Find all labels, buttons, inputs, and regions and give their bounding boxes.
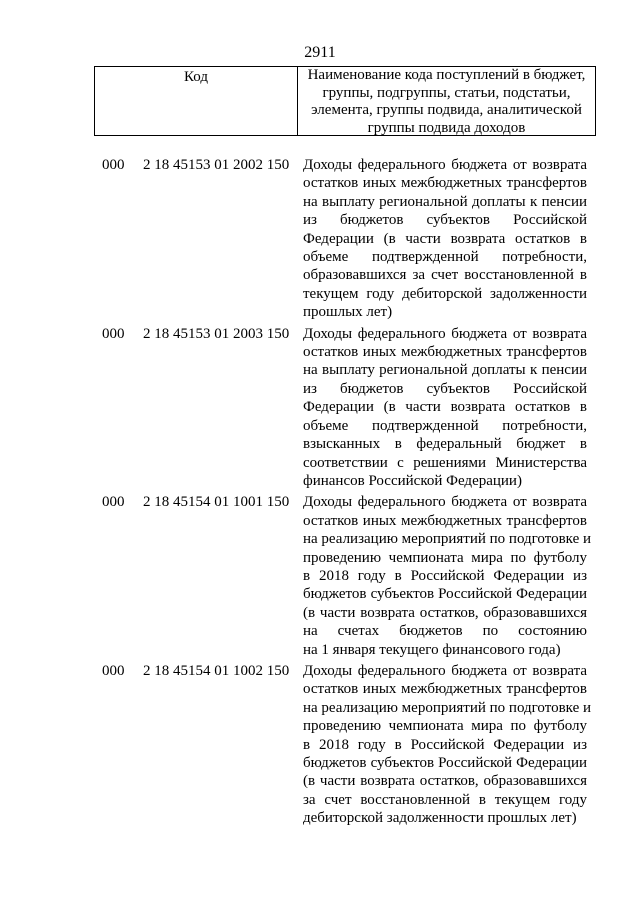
description-line: на реализацию мероприятий по подготовке и (303, 699, 592, 716)
description-line: проведению чемпионата мира по футболу (303, 718, 587, 735)
description-line: остатков иных межбюджетных трансфертов (303, 512, 587, 529)
table-header (94, 66, 596, 136)
revenue-description (303, 493, 592, 659)
description-line: Доходы федерального бюджета от возврата (303, 662, 587, 679)
table-row (0, 493, 640, 659)
admin-code: 000 (102, 494, 125, 511)
header-name-line: элемента, группы подвида, аналитической (311, 102, 582, 118)
revenue-description (303, 662, 592, 828)
table-row (0, 662, 640, 828)
description-line: на реализацию мероприятий по подготовке и (303, 531, 592, 548)
description-line: остатков иных межбюджетных трансфертов (303, 175, 587, 192)
header-name-line: группы подвида доходов (367, 119, 526, 136)
description-line: дебиторской задолженности прошлых лет) (303, 810, 577, 827)
revenue-code: 2 18 45154 01 1001 150 (143, 494, 290, 511)
revenue-description (303, 325, 587, 491)
description-line: соответствии с решениями Министерства (303, 454, 587, 471)
admin-code: 000 (102, 325, 125, 342)
admin-code: 000 (102, 662, 125, 679)
description-line: образовавшихся за счет восстановленной в (303, 267, 587, 284)
description-line: проведению чемпионата мира по футболу (303, 549, 587, 566)
description-line: на выплату региональной доплаты к пенсии (303, 193, 587, 210)
description-line: Доходы федерального бюджета от возврата (303, 325, 587, 342)
description-line: в 2018 году в Российской Федерации из (303, 736, 587, 753)
description-line: взысканных в федеральный бюджет в (303, 436, 587, 453)
table-row (0, 325, 640, 491)
header-name-line: Наименование кода поступлений в бюджет, (307, 67, 586, 83)
description-line: за счет восстановленной в текущем году (303, 791, 587, 808)
description-line: (в части возврата остатков, образовавшихся (303, 604, 587, 621)
revenue-code: 2 18 45154 01 1002 150 (143, 662, 290, 679)
description-line: бюджетов субъектов Российской Федерации (303, 755, 587, 771)
description-line: текущем году дебиторской задолженности (303, 285, 587, 302)
table-row (0, 156, 640, 322)
description-line: объеме подтвержденной потребности, (303, 417, 587, 434)
admin-code: 000 (102, 157, 125, 173)
description-line: из бюджетов субъектов Российской (303, 380, 587, 397)
description-line: в 2018 году в Российской Федерации из (303, 567, 587, 584)
description-line: объеме подтвержденной потребности, (303, 249, 587, 266)
description-line: из бюджетов субъектов Российской (303, 212, 587, 229)
page-number: 2911 (304, 44, 336, 61)
description-line: (в части возврата остатков, образовавшихся (303, 773, 587, 790)
header-code-column: Код (95, 67, 298, 135)
description-line: Федерации (в части возврата остатков в (303, 230, 587, 247)
revenue-description (303, 156, 587, 322)
description-line: финансов Российской Федерации) (303, 472, 522, 489)
description-line: остатков иных межбюджетных трансфертов (303, 344, 587, 361)
description-line: остатков иных межбюджетных трансфертов (303, 681, 587, 698)
description-line: Доходы федерального бюджета от возврата (303, 157, 587, 173)
description-line: на счетах бюджетов по состоянию (303, 623, 587, 640)
revenue-code: 2 18 45153 01 2002 150 (143, 157, 290, 173)
revenue-code-list (0, 156, 640, 831)
description-line: Федерации (в части возврата остатков в (303, 399, 587, 416)
description-line: бюджетов субъектов Российской Федерации (303, 586, 587, 603)
description-line: на 1 января текущего финансового года) (303, 641, 561, 658)
description-line: Доходы федерального бюджета от возврата (303, 494, 587, 511)
description-line: на выплату региональной доплаты к пенсии (303, 362, 587, 379)
header-name-line: группы, подгруппы, статьи, подстатьи, (322, 84, 571, 101)
header-name-column (298, 67, 595, 135)
revenue-code: 2 18 45153 01 2003 150 (143, 325, 290, 342)
description-line: прошлых лет) (303, 304, 393, 321)
